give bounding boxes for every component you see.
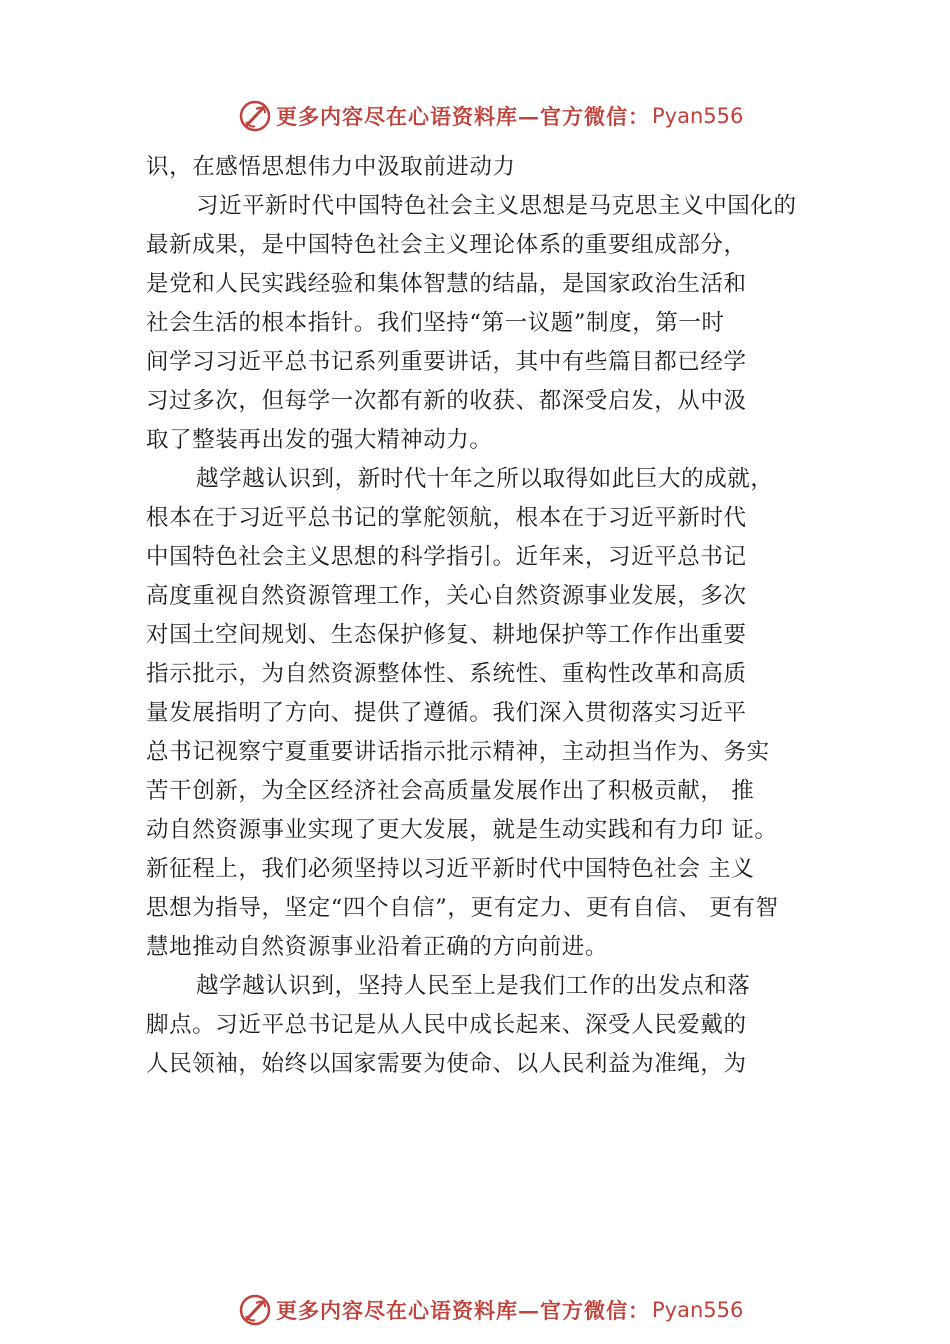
text-line: 指示批示，为自然资源整体性、系统性、重构性改革和高质	[146, 661, 747, 687]
watermark-text: 更多内容尽在心语资料库—官方微信：	[276, 1298, 650, 1323]
text-line: 最新成果，是中国特色社会主义理论体系的重要组成部分，	[146, 232, 747, 258]
text-line: 脚点。习近平总书记是从人民中成长起来、深受人民爱戴的	[146, 1012, 747, 1038]
text-line: 习近平新时代中国特色社会主义思想是马克思主义中国化的	[196, 193, 797, 219]
watermark-account: Pyan556	[652, 104, 744, 128]
text-line: 识，在感悟思想伟力中汲取前进动力	[146, 154, 516, 180]
watermark-account: Pyan556	[652, 1298, 744, 1322]
text-line: 越学越认识到，坚持人民至上是我们工作的出发点和落	[196, 973, 751, 999]
text-line: 新征程上，我们必须坚持以习近平新时代中国特色社会 主义	[146, 856, 755, 882]
text-line: 对国土空间规划、生态保护修复、耕地保护等工作作出重要	[146, 622, 747, 648]
text-line: 社会生活的根本指针。我们坚持“第一议题”制度，第一时	[146, 310, 725, 336]
text-line: 动自然资源事业实现了更大发展，就是生动实践和有力印 证。	[146, 817, 778, 843]
text-line: 根本在于习近平总书记的掌舵领航，根本在于习近平新时代	[146, 505, 747, 531]
watermark-text: 更多内容尽在心语资料库—官方微信：	[276, 104, 650, 129]
header-watermark	[238, 96, 743, 136]
footer-watermark	[238, 1290, 743, 1330]
text-line: 量发展指明了方向、提供了遵循。我们深入贯彻落实习近平	[146, 700, 747, 726]
document-body	[146, 148, 846, 1084]
quill-logo-icon	[238, 1293, 272, 1327]
text-line: 思想为指导，坚定“四个自信”，更有定力、更有自信、 更有智	[146, 895, 779, 921]
text-line: 习过多次，但每学一次都有新的收获、都深受启发，从中汲	[146, 388, 747, 414]
quill-logo-icon	[238, 99, 272, 133]
text-line: 人民领袖，始终以国家需要为使命、以人民利益为准绳，为	[146, 1051, 747, 1077]
text-line: 间学习习近平总书记系列重要讲话，其中有些篇目都已经学	[146, 349, 747, 375]
text-line: 是党和人民实践经验和集体智慧的结晶，是国家政治生活和	[146, 271, 747, 297]
text-line: 总书记视察宁夏重要讲话指示批示精神，主动担当作为、务实	[146, 739, 770, 765]
text-line: 慧地推动自然资源事业沿着正确的方向前进。	[146, 934, 609, 960]
text-line: 越学越认识到，新时代十年之所以取得如此巨大的成就，	[196, 466, 774, 492]
text-line: 中国特色社会主义思想的科学指引。近年来，习近平总书记	[146, 544, 747, 570]
text-line: 高度重视自然资源管理工作，关心自然资源事业发展，多次	[146, 583, 747, 609]
text-line: 取了整装再出发的强大精神动力。	[146, 427, 493, 453]
text-line: 苦干创新，为全区经济社会高质量发展作出了积极贡献， 推	[146, 778, 755, 804]
